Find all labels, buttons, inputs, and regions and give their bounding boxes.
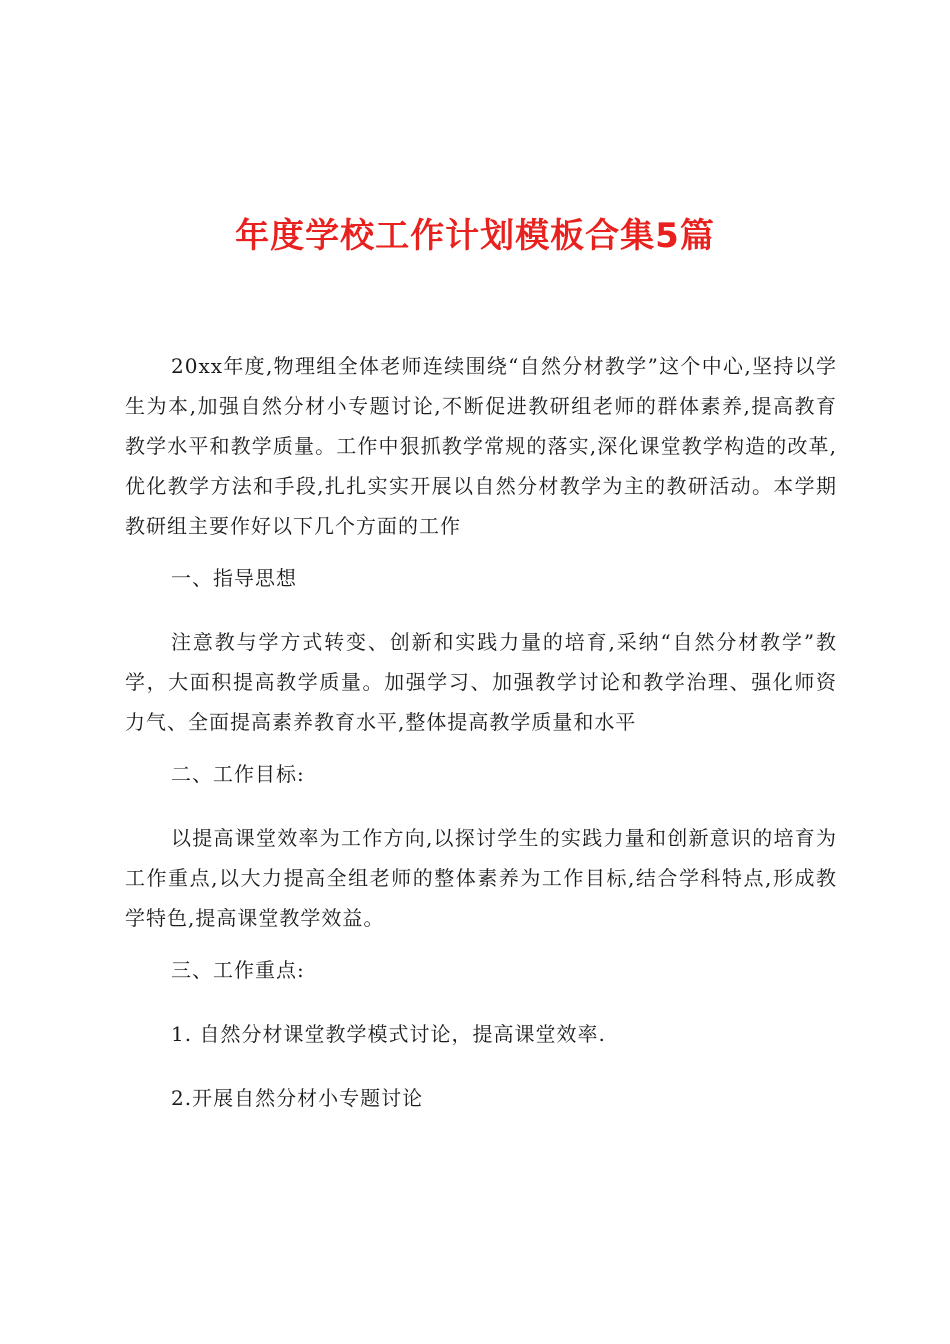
section-heading-work-goals: 二、工作目标: <box>171 762 305 786</box>
work-focus-item-2: 2.开展自然分材小专题讨论 <box>171 1086 424 1110</box>
intro-paragraph: 20xx年度,物理组全体老师连续围绕“自然分材教学”这个中心,坚持以学生为本,加强自然分材小专题讨论,不断促进教研组老师的群体素养,提高教育教学水平和教学质量。工作中狠抓教学常规的落实,深化课堂教学构造的改革,优化教学方法和手段,扎扎实实开展以自然分材教学为主的教研活动。本学期教研组主要作好以下几个方面的工作 <box>125 354 837 538</box>
document-title: 年度学校工作计划模板合集5篇 <box>235 216 715 256</box>
section-heading-guiding-thought: 一、指导思想 <box>171 566 297 590</box>
work-focus-item-1: 1. 自然分材课堂教学模式讨论，提高课堂效率. <box>171 1022 606 1046</box>
guiding-thought-paragraph: 注意教与学方式转变、创新和实践力量的培育,采纳“自然分材教学”教学，大面积提高教学质量。加强学习、加强教学讨论和教学治理、强化师资力气、全面提高素养教育水平,整体提高教学质量和水平 <box>125 630 837 734</box>
section-heading-work-focus: 三、工作重点: <box>171 958 305 982</box>
work-goals-paragraph: 以提高课堂效率为工作方向,以探讨学生的实践力量和创新意识的培育为工作重点,以大力提高全组老师的整体素养为工作目标,结合学科特点,形成教学特色,提高课堂教学效益。 <box>125 826 837 930</box>
document-body <box>125 346 837 1142</box>
